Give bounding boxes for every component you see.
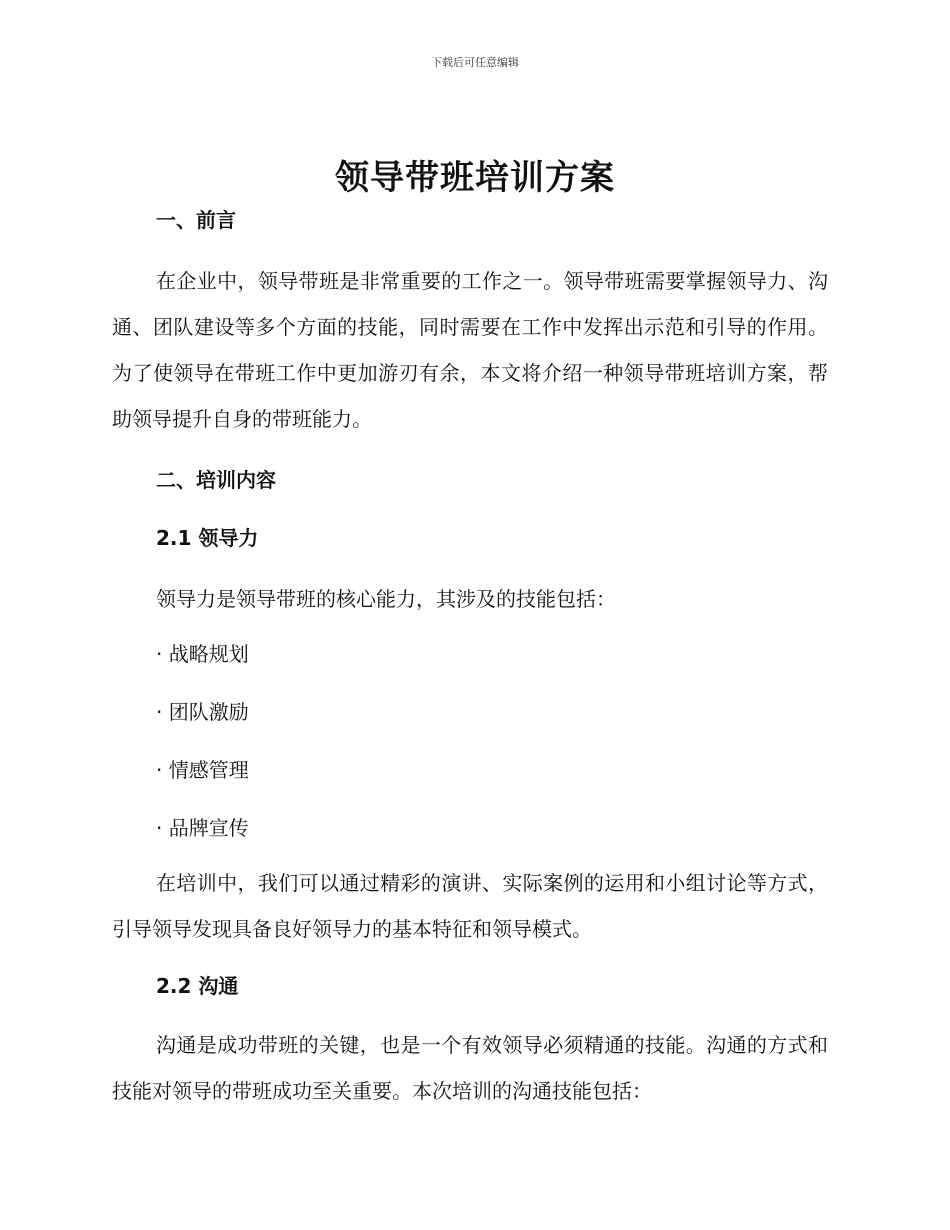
document-body	[112, 200, 828, 1114]
list-item: · 情感管理	[156, 758, 249, 782]
leadership-closing: 在培训中，我们可以通过精彩的演讲、实际案例的运用和小组讨论等方式，引导领导发现具备良好领导力的基本特征和领导模式。	[112, 871, 828, 941]
preface-paragraph: 在企业中，领导带班是非常重要的工作之一。领导带班需要掌握领导力、沟通、团队建设等多个方面的技能，同时需要在工作中发挥出示范和引导的作用。为了使领导在带班工作中更加游刃有余，本文将介绍一种领导带班培训方案，帮助领导提升自身的带班能力。	[112, 269, 828, 431]
list-item: · 品牌宣传	[156, 816, 249, 840]
page-header-note: 下载后可任意编辑	[431, 56, 519, 69]
subsection-heading-communication: 2.2 沟通	[156, 974, 239, 998]
communication-paragraph: 沟通是成功带班的关键，也是一个有效领导必须精通的技能。沟通的方式和技能对领导的带班成功至关重要。本次培训的沟通技能包括：	[112, 1033, 828, 1103]
section-heading-preface: 一、前言	[156, 208, 236, 232]
list-item: · 团队激励	[156, 700, 249, 724]
subsection-heading-leadership: 2.1 领导力	[156, 526, 259, 550]
document-title: 领导带班培训方案	[335, 158, 615, 198]
leadership-intro: 领导力是领导带班的核心能力，其涉及的技能包括：	[156, 587, 616, 611]
section-heading-training-content: 二、培训内容	[156, 468, 276, 492]
list-item: · 战略规划	[156, 642, 249, 666]
